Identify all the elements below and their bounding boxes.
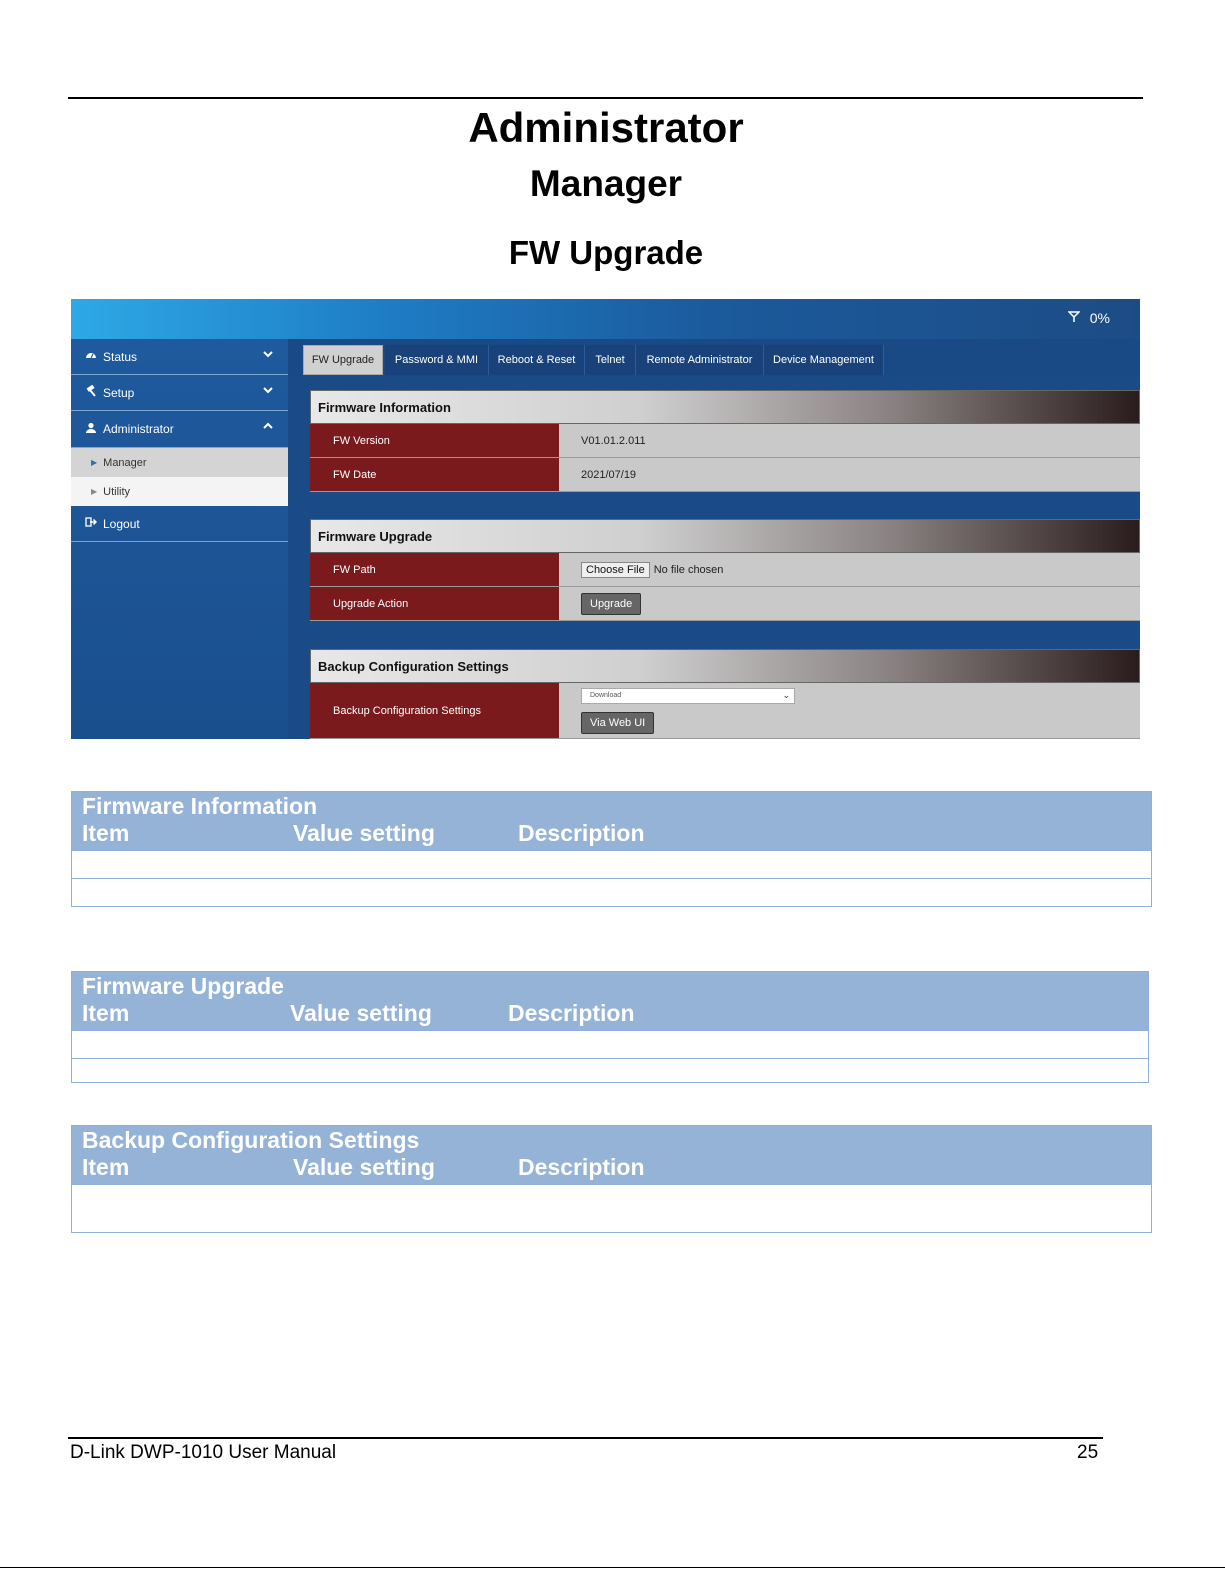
upgrade-action-value	[581, 587, 641, 620]
panel-title: Firmware Information	[310, 390, 1140, 424]
backup-configuration-panel	[310, 649, 1140, 739]
row-label: FW Path	[310, 553, 559, 586]
tab-telnet[interactable]: Telnet	[585, 345, 636, 375]
table-title: Firmware Upgrade	[82, 973, 284, 999]
signal-icon	[1068, 310, 1080, 326]
table-columns	[82, 1000, 1148, 1030]
row-label: FW Version	[310, 424, 559, 457]
signal-value: 0%	[1089, 310, 1110, 326]
table-header	[72, 972, 1148, 1030]
page-subtitle: Manager	[529, 163, 683, 204]
col-value-setting: Value setting	[293, 820, 435, 846]
table-columns	[82, 1154, 1151, 1184]
file-status: No file chosen	[653, 563, 724, 576]
caret-right-icon: ▶	[91, 487, 98, 496]
main-content	[288, 339, 1140, 739]
sidebar-item-label: Status	[103, 349, 138, 364]
backup-method-select[interactable]	[581, 688, 795, 704]
col-description: Description	[518, 1154, 645, 1180]
tab-bar	[288, 339, 1140, 377]
sidebar-subitem-utility[interactable]	[71, 477, 288, 506]
chevron-down-icon	[262, 384, 274, 399]
footer-manual-name: D-Link DWP-1010 User Manual	[70, 1442, 337, 1463]
firmware-upgrade-table	[71, 971, 1149, 1083]
row-label: Backup Configuration Settings	[310, 683, 559, 738]
tab-fw-upgrade[interactable]: FW Upgrade	[303, 345, 383, 375]
page-edge-line	[0, 1567, 1225, 1568]
sidebar-item-label: Administrator	[103, 422, 174, 436]
logout-icon	[85, 516, 97, 531]
fw-path-row	[310, 553, 1140, 587]
choose-file-button[interactable]: Choose File	[581, 562, 650, 578]
col-item: Item	[82, 1000, 130, 1026]
table-row	[72, 878, 1151, 906]
top-rule	[68, 97, 1143, 99]
sidebar-item-logout[interactable]	[71, 506, 288, 542]
footer-page-number: 25	[1077, 1442, 1099, 1463]
table-row	[72, 850, 1151, 878]
fw-version-value: V01.01.2.011	[581, 434, 646, 447]
table-title: Firmware Information	[82, 793, 318, 819]
col-value-setting: Value setting	[293, 1154, 435, 1180]
signal-status	[1068, 310, 1110, 326]
sidebar-item-label: Logout	[103, 516, 140, 531]
via-web-ui-button[interactable]: Via Web UI	[581, 712, 654, 734]
fw-date-value: 2021/07/19	[581, 468, 637, 481]
footer-rule	[68, 1437, 1103, 1439]
sidebar-item-status[interactable]	[71, 339, 288, 375]
tab-device-management[interactable]: Device Management	[764, 345, 884, 375]
section-title: FW Upgrade	[508, 234, 704, 271]
backup-value	[581, 683, 795, 738]
col-item: Item	[82, 820, 130, 846]
firmware-information-panel	[310, 390, 1140, 492]
firmware-information-table	[71, 791, 1152, 907]
table-title: Backup Configuration Settings	[82, 1127, 420, 1153]
chevron-down-icon: ⌄	[782, 689, 790, 700]
col-item: Item	[82, 1154, 130, 1180]
sidebar-item-label: Setup	[103, 385, 135, 400]
fw-version-row	[310, 424, 1140, 458]
fw-date-row	[310, 458, 1140, 492]
sidebar	[71, 339, 288, 739]
panel-title: Backup Configuration Settings	[310, 649, 1140, 683]
table-row	[72, 1030, 1148, 1058]
col-description: Description	[518, 820, 645, 846]
backup-row	[310, 683, 1140, 739]
table-columns	[82, 820, 1151, 850]
table-row	[72, 1058, 1148, 1082]
table-header	[72, 792, 1151, 850]
table-row	[72, 1184, 1151, 1232]
ui-header	[71, 299, 1140, 339]
col-description: Description	[508, 1000, 635, 1026]
sidebar-item-administrator[interactable]	[71, 411, 288, 448]
page-title: Administrator	[468, 104, 744, 151]
chevron-down-icon	[262, 348, 274, 363]
dashboard-icon	[85, 349, 97, 364]
hammer-icon	[85, 385, 97, 400]
tab-password-mmi[interactable]: Password & MMI	[385, 345, 489, 375]
chevron-up-icon	[262, 420, 274, 435]
user-icon	[85, 422, 97, 437]
sidebar-item-setup[interactable]	[71, 375, 288, 411]
upgrade-action-row	[310, 587, 1140, 621]
firmware-upgrade-panel	[310, 519, 1140, 621]
sidebar-subitem-label: Manager	[103, 456, 147, 469]
fw-path-value	[581, 553, 723, 586]
router-ui-screenshot	[71, 299, 1140, 739]
panel-title: Firmware Upgrade	[310, 519, 1140, 553]
select-value: Download	[590, 692, 622, 699]
caret-right-icon: ▶	[91, 458, 98, 467]
upgrade-button[interactable]: Upgrade	[581, 593, 641, 615]
sidebar-subitem-label: Utility	[103, 485, 131, 498]
backup-configuration-table	[71, 1125, 1152, 1233]
row-label: FW Date	[310, 458, 559, 491]
row-label: Upgrade Action	[310, 587, 559, 620]
tab-remote-administrator[interactable]: Remote Administrator	[636, 345, 764, 375]
table-header	[72, 1126, 1151, 1184]
col-value-setting: Value setting	[290, 1000, 432, 1026]
tab-reboot-reset[interactable]: Reboot & Reset	[489, 345, 585, 375]
sidebar-subitem-manager[interactable]	[71, 448, 288, 477]
